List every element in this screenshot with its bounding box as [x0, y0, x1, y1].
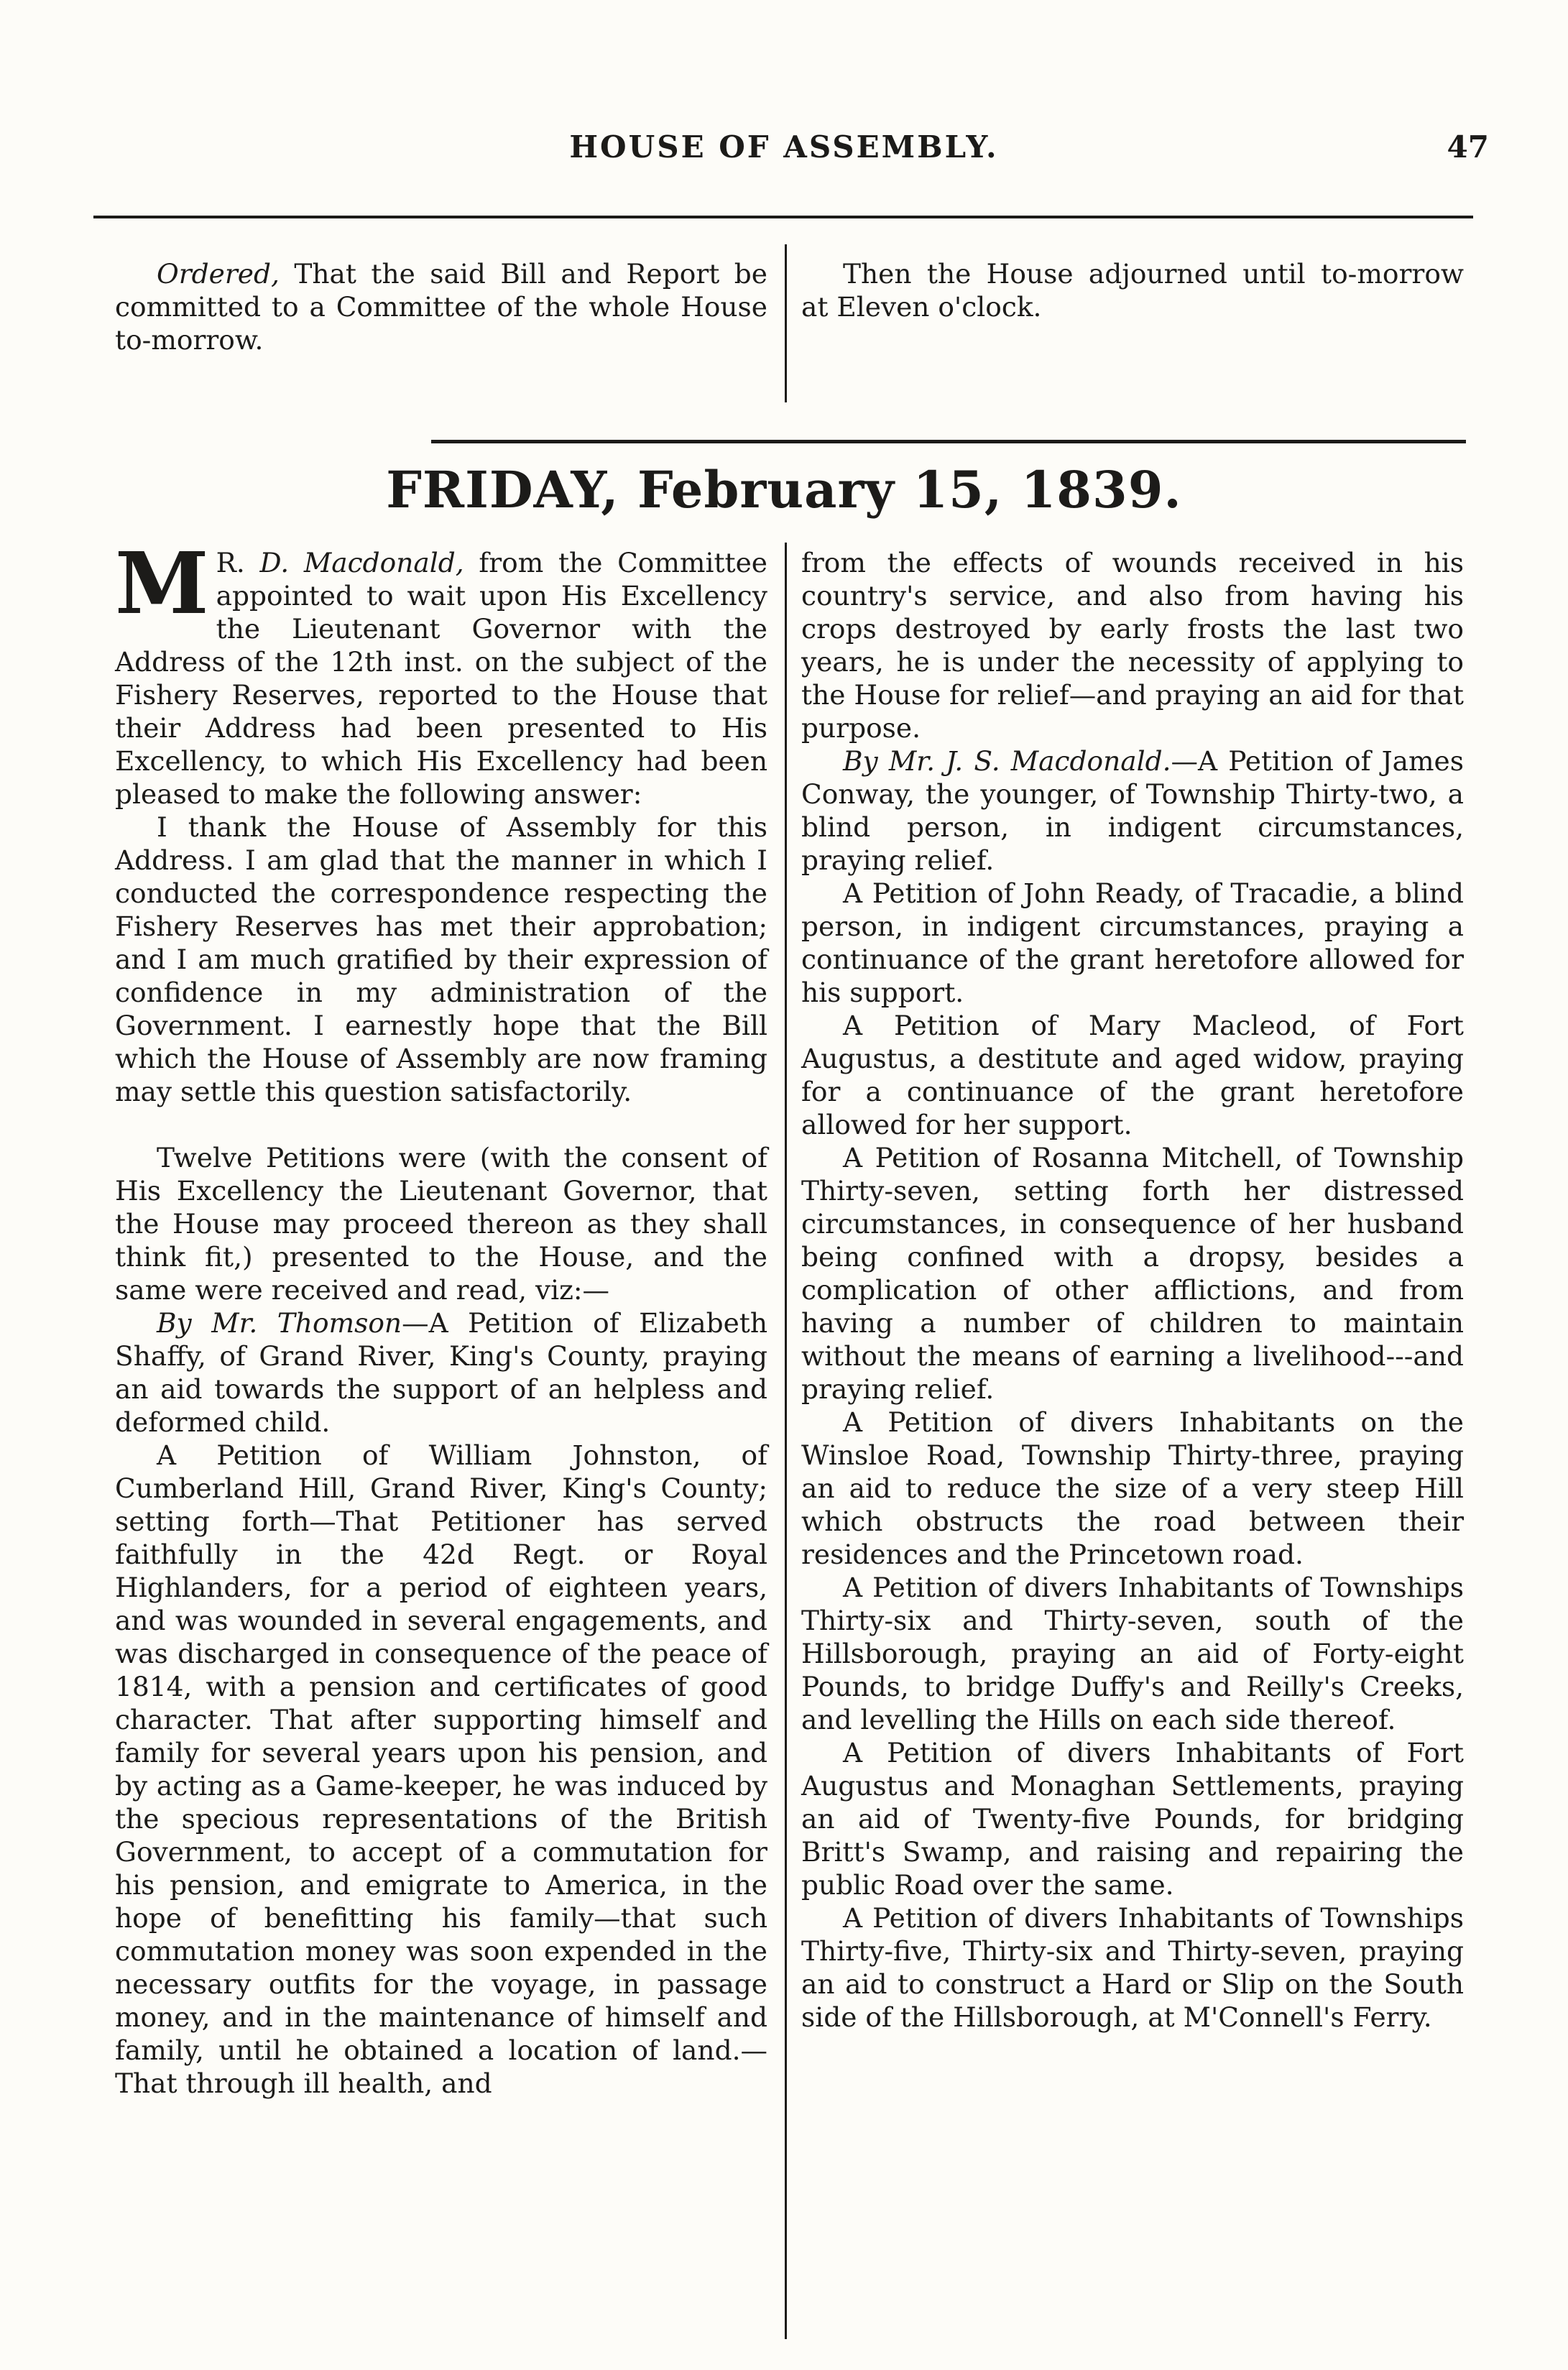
day-heading: FRIDAY, February 15, 1839. — [386, 460, 1182, 520]
page-header-title: HOUSE OF ASSEMBLY. — [569, 129, 999, 165]
petitions-intro-paragraph: Twelve Petitions were (with the consent of His Excellency the Lieutenant Governor, that the House may proceed thereon as they shall think fit,) presented to the House, and the same were received and read, viz:— — [115, 1142, 767, 1306]
governor-answer-paragraph: I thank the House of Assembly for this Address. I am glad that the manner in which I conducted the correspondence respecting the Fishery Reserves has met their approbation; and I am much gratified by their expression of confidence in my administration of the Government. I earnestly hope that the Bill which the House of Assembly are now framing may settle this question satisfactorily. — [115, 811, 767, 1107]
petition-hillsborough-creeks-paragraph: A Petition of divers Inhabitants of Townships Thirty-six and Thirty-seven, south of the Hillsborough, praying an aid of Forty-eight Pounds, to bridge Duffy's and Reilly's Creeks, and levelling the Hills on each side thereof. — [801, 1572, 1464, 1735]
petition-britts-swamp-paragraph: A Petition of divers Inhabitants of Fort Augustus and Monaghan Settlements, praying an aid of Twenty-five Pounds, for bridging Britt's Swamp, and raising and repairing the public Road over the same. — [801, 1737, 1464, 1901]
main-column-divider — [785, 543, 787, 2339]
ordered-paragraph — [115, 257, 767, 356]
member-name: D. Macdonald, — [259, 547, 464, 578]
petition-mitchell-paragraph: A Petition of Rosanna Mitchell, of Township Thirty-seven, setting forth her distressed circumstances, in consequence of her husband being confined with a dropsy, besides a complication of other afflictions, and from having a number of children to maintain without the means of earning a livelihood---and praying relief. — [801, 1142, 1464, 1405]
top-column-divider — [785, 244, 787, 402]
petition-mover: By Mr. J. S. Macdonald. — [843, 745, 1171, 777]
ordered-text: That the said Bill and Report be committed to a Committee of the whole House to-morrow. — [115, 258, 767, 356]
section-rule — [431, 440, 1466, 443]
top-right-column — [801, 257, 1464, 323]
adjourned-paragraph: Then the House adjourned until to-morrow at Eleven o'clock. — [801, 258, 1464, 323]
drop-cap: M — [115, 533, 209, 633]
page-number: 47 — [1447, 129, 1489, 165]
top-rule — [93, 216, 1473, 218]
petition-winsloe-road-paragraph: A Petition of divers Inhabitants on the Winsloe Road, Township Thirty-three, praying an aid to reduce the size of a very steep Hill which obstructs the road between their residences and the Princetown road. — [801, 1406, 1464, 1570]
ordered-label: Ordered, — [157, 258, 280, 290]
petition-johnston-paragraph: A Petition of William Johnston, of Cumberland Hill, Grand River, King's County; setting forth—That Petitioner has served faithfully in the 42d Regt. or Royal Highlanders, for a period of eighteen years, and was wounded in several engagements, and was discharged in consequence of the peace of 1814, with a pension and certificates of good character. That after supporting himself and family for several years upon his pension, and by acting as a Game-keeper, he was induced by the specious representations of the British Government, to accept of a commutation for his pension, and emigrate to America, in the hope of benefitting his family—that such commutation money was soon expended in the necessary outfits for the voyage, in passage money, and in the maintenance of himself and family, until he obtained a location of land.—That through ill health, and — [115, 1439, 767, 2099]
petition-text: —A Petition of James Conway, the younger, of Township Thirty-two, a blind person, in indigent circumstances, praying relief. — [801, 745, 1464, 876]
petition-johnston-continued: from the effects of wounds received in his country's service, and also from having his crops destroyed by early frosts the last two years, he is under the necessity of applying to the House for relief—and praying an aid for that purpose. — [801, 547, 1464, 744]
running-head — [0, 129, 1568, 172]
top-left-column — [115, 257, 767, 356]
petition-macleod-paragraph: A Petition of Mary Macleod, of Fort Augustus, a destitute and aged widow, praying for a continuance of the grant heretofore allowed for her support. — [801, 1010, 1464, 1140]
petition-conway-paragraph — [801, 744, 1464, 877]
left-column — [115, 533, 767, 2100]
petition-connells-ferry-paragraph: A Petition of divers Inhabitants of Townships Thirty-five, Thirty-six and Thirty-seven, praying an aid to construct a Hard or Slip on the South side of the Hillsborough, at M'Connell's Ferry. — [801, 1902, 1464, 2033]
right-column — [801, 546, 1464, 2034]
committee-report-paragraph — [115, 533, 767, 811]
petition-ready-paragraph: A Petition of John Ready, of Tracadie, a blind person, in indigent circumstances, praying a continuance of the grant heretofore allowed for his support. — [801, 877, 1464, 1008]
petition-shaffy-paragraph — [115, 1306, 767, 1439]
petition-mover: By Mr. Thomson — [157, 1307, 402, 1339]
petition-text: —A Petition of Elizabeth Shaffy, of Grand River, King's County, praying an aid towards the support of an helpless and deformed child. — [115, 1307, 767, 1438]
report-text: from the Committee appointed to wait upon His Excellency the Lieutenant Governor with the Address of the 12th inst. on the subject of the Fishery Reserves, reported to the House that their Address had been presented to His Excellency, to which His Excellency had been pleased to make the following answer: — [115, 547, 767, 810]
report-prefix: R. — [216, 547, 260, 578]
